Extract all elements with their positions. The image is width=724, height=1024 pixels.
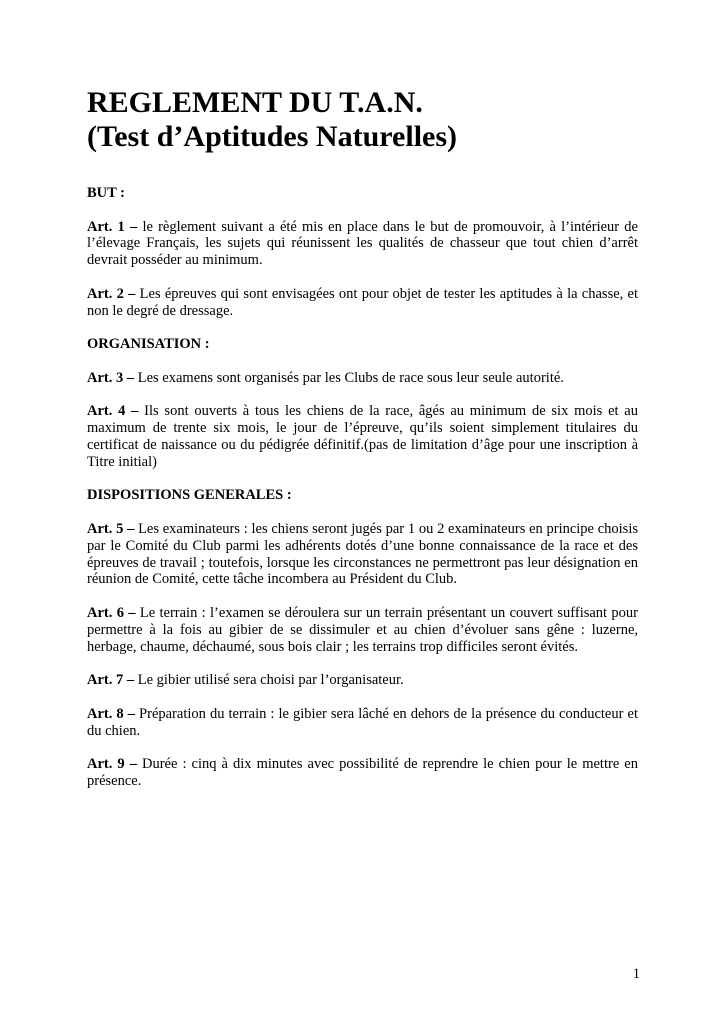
article-2 [87,286,638,320]
article-text: le règlement suivant a été mis en place dans le but de promouvoir, à l’intérieur de l’élevage Français, les sujets qui réunissent les qualités de chasseur que tout chien d’arrêt devrait posséder au minimum. [87,218,638,269]
article-label: Art. 2 – [87,285,136,302]
article-label: Art. 6 – [87,604,136,621]
article-text: Les examens sont organisés par les Clubs de race sous leur seule autorité. [137,369,564,386]
article-label: Art. 4 – [87,403,139,420]
article-text: Les examinateurs : les chiens seront jugés par 1 ou 2 examinateurs en principe choisis par le Comité du Club parmi les adhérents dotés d’une bonne connaissance de la race et des épreuves de travail ; toutefois, lorsque les circonstances ne permettront pas leur désignation en réunion de Comité, cette tâche incombera au Président du Club. [87,520,638,588]
article-label: Art. 5 – [87,520,135,537]
article-7 [87,672,638,689]
article-8 [87,706,638,740]
article-5 [87,521,638,588]
article-text: Les épreuves qui sont envisagées ont pour objet de tester les aptitudes à la chasse, et non le degré de dressage. [87,285,638,319]
article-label: Art. 8 – [87,705,135,722]
article-6 [87,605,638,655]
article-3 [87,370,638,387]
section-heading-but: BUT : [87,185,126,201]
article-text: Le gibier utilisé sera choisi par l’organisateur. [137,672,404,689]
article-text: Ils sont ouverts à tous les chiens de la race, âgés au minimum de six mois et au maximum de trente six mois, le jour de l’épreuve, qu’ils soient simplement titulaires du certificat de naissance ou du pédigrée définitif.(pas de limitation d’âge pour une inscription à Titre initial) [87,403,638,470]
article-text: Durée : cinq à dix minutes avec possibilité de reprendre le chien pour le mettre en présence. [87,756,638,789]
title-line-2: (Test d’Aptitudes Naturelles) [87,120,458,153]
article-label: Art. 9 – [87,756,137,773]
article-text: Préparation du terrain : le gibier sera lâché en dehors de la présence du conducteur et du chien. [87,705,638,739]
article-4 [87,403,638,470]
document-title [87,86,647,154]
section-heading-organisation: ORGANISATION : [87,336,210,353]
document-body [87,185,638,806]
article-label: Art. 7 – [87,672,135,689]
title-line-1: REGLEMENT DU T.A.N. [87,86,423,119]
article-label: Art. 1 – [87,218,138,235]
section-heading-dispositions: DISPOSITIONS GENERALES : [87,487,292,504]
article-label: Art. 3 – [87,369,135,386]
page-number: 1 [632,966,640,982]
article-1 [87,219,638,269]
article-9 [87,756,638,790]
article-text: Le terrain : l’examen se déroulera sur un terrain présentant un couvert suffisant pour permettre à la fois au gibier de se dissimuler et au chien d’évoluer sans gêne : luzerne, herbage, chaume, déchaumé, sous bois clair ; les terrains trop difficiles seront évités. [87,604,639,655]
